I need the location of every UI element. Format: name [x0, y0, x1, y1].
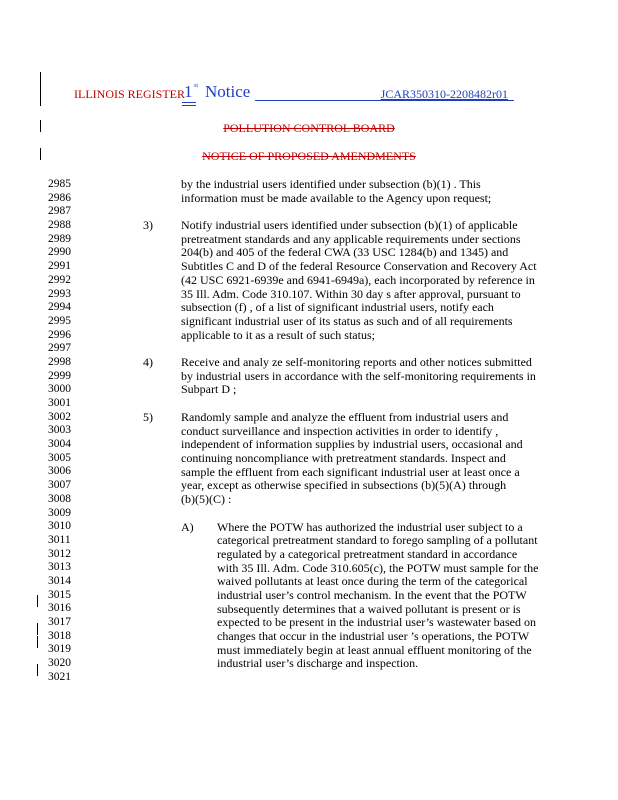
item-a-paragraph: [217, 521, 538, 672]
line-number: 2987: [48, 205, 71, 218]
text-line: industrial user’s control mechanism. In the event that the POTW: [217, 587, 527, 602]
text-line: by the industrial users identified under subsection (b)(1) . This: [181, 177, 481, 191]
text-line: subsequently determines that a waived pollutant is present or is: [217, 601, 521, 616]
text-line: (42 USC 6921-6939e and 6941-6949a), each incorporated by reference in: [181, 272, 535, 287]
line-number: 3018: [48, 629, 71, 642]
line-number: 3011: [48, 533, 71, 546]
notice-type-title: NOTICE OF PROPOSED AMENDMENTS: [202, 149, 416, 163]
line-number: 2986: [48, 191, 71, 204]
text-line: significant industrial user of its status as such and of all requirements: [181, 313, 513, 328]
item-label: A): [181, 519, 194, 534]
item-5-paragraph: [181, 411, 523, 507]
item-label: 3): [143, 218, 153, 233]
change-bar: [37, 595, 38, 607]
text-line: industrial user’s discharge and inspection.: [217, 656, 419, 671]
item-3-paragraph: [181, 219, 537, 342]
line-number: 2989: [48, 232, 71, 245]
line-number: 3014: [48, 574, 71, 587]
text-line: Notify industrial users identified under subsection (b)(1) of applicable: [181, 218, 518, 233]
text-line: must immediately begin at least annual effluent monitoring of the: [217, 642, 532, 657]
line-number: 2990: [48, 246, 71, 259]
line-number: 2995: [48, 314, 71, 327]
text-line: 35 Ill. Adm. Code 310.107. Within 30 day s after approval, pursuant to: [181, 286, 521, 301]
line-number: 3007: [48, 479, 71, 492]
change-bar: [37, 623, 38, 635]
notice-field: Notice: [205, 82, 251, 101]
line-number: 3015: [48, 588, 71, 601]
text-line: continuing noncompliance with pretreatment standards. Inspect and: [181, 450, 506, 465]
line-number: 3003: [48, 424, 71, 437]
line-number: 2999: [48, 369, 71, 382]
text-line: Randomly sample and analyze the effluent from industrial users and: [181, 409, 509, 424]
text-line: changes that occur in the industrial user ’s operations, the POTW: [217, 629, 530, 643]
change-bar: [37, 664, 38, 676]
continuation-paragraph: [181, 178, 491, 205]
line-number: 2985: [48, 178, 71, 190]
line-number: 3001: [48, 397, 71, 409]
text-line: 204(b) and 405 of the federal CWA (33 USC 1284(b) and 1345) and: [181, 245, 509, 260]
line-number: 2992: [48, 273, 71, 286]
line-number: 3019: [48, 643, 71, 656]
line-number: 3017: [48, 616, 71, 628]
text-line: Receive and analy ze self-monitoring reports and other notices submitted: [181, 355, 532, 370]
text-line: by industrial users in accordance with the self-monitoring requirements in: [181, 368, 536, 383]
page-header: [74, 84, 514, 106]
text-line: year, except as otherwise specified in subsections (b)(5)(A) through: [181, 478, 507, 493]
text-line: conduct surveillance and inspection activities in order to identify ,: [181, 423, 499, 438]
line-number: 2994: [48, 301, 71, 314]
register-title: ILLINOIS REGISTER: [74, 87, 185, 101]
text-line: (b)(5)(C) :: [181, 492, 232, 507]
text-line: Subtitles C and D of the federal Resource Conservation and Recovery Act: [181, 259, 537, 274]
item-label: 5): [143, 409, 153, 424]
change-bar: [40, 72, 41, 106]
line-number: 3013: [48, 561, 71, 574]
text-line: Where the POTW has authorized the industrial user subject to a: [217, 519, 523, 534]
double-underline: [182, 102, 196, 103]
text-line: independent of information supplies by industrial users, occasional and: [181, 437, 523, 452]
text-line: waived pollutants at least once during the term of the categorical: [217, 574, 528, 589]
text-line: Subpart D ;: [181, 382, 237, 397]
line-number: 2991: [48, 260, 71, 273]
change-bar: [37, 636, 38, 648]
line-number: 3006: [48, 465, 71, 478]
line-number: 2988: [48, 219, 71, 232]
line-number: 3010: [48, 520, 71, 533]
line-number: 2998: [48, 355, 71, 368]
text-line: sample the effluent from each significant industrial user at least once a: [181, 464, 520, 479]
double-underline: [182, 105, 196, 106]
text-line: regulated by a categorical pretreatment standard in accordance: [217, 546, 518, 561]
document-id: JCAR350310-2208482r01: [380, 87, 508, 101]
line-number: 3009: [48, 506, 71, 519]
line-numbers: [48, 178, 71, 684]
board-title: POLLUTION CONTROL BOARD: [223, 121, 395, 135]
line-number: 2996: [48, 328, 71, 341]
line-number: 3020: [48, 657, 71, 670]
text-line: with 35 Ill. Adm. Code 310.605(c), the POTW must sample for the: [217, 560, 539, 575]
line-number: 3021: [48, 670, 71, 683]
text-line: information must be made available to the Agency upon request;: [181, 190, 492, 205]
page-number-suffix: st: [194, 83, 199, 89]
text-line: pretreatment standards and any applicable requirements under sections: [181, 231, 521, 246]
line-number: 3000: [48, 383, 71, 396]
item-4-paragraph: [181, 356, 536, 397]
line-number: 2997: [48, 342, 71, 355]
page-number: 1: [184, 82, 193, 101]
line-number: 2993: [48, 287, 71, 300]
line-number: 3016: [48, 602, 71, 615]
line-number: 3002: [48, 410, 71, 423]
line-number: 3008: [48, 492, 71, 505]
line-number: 3012: [48, 547, 71, 560]
text-line: subsection (f) , of a list of significant industrial users, notify each: [181, 300, 494, 315]
text-line: expected to be present in the industrial user’s wastewater based on: [217, 615, 537, 630]
text-line: categorical pretreatment standard to forego sampling of a pollutant: [217, 533, 538, 548]
line-number: 3004: [48, 438, 71, 451]
item-label: 4): [143, 355, 153, 370]
line-number: 3005: [48, 451, 71, 464]
text-line: applicable to it as a result of such status;: [181, 327, 375, 342]
